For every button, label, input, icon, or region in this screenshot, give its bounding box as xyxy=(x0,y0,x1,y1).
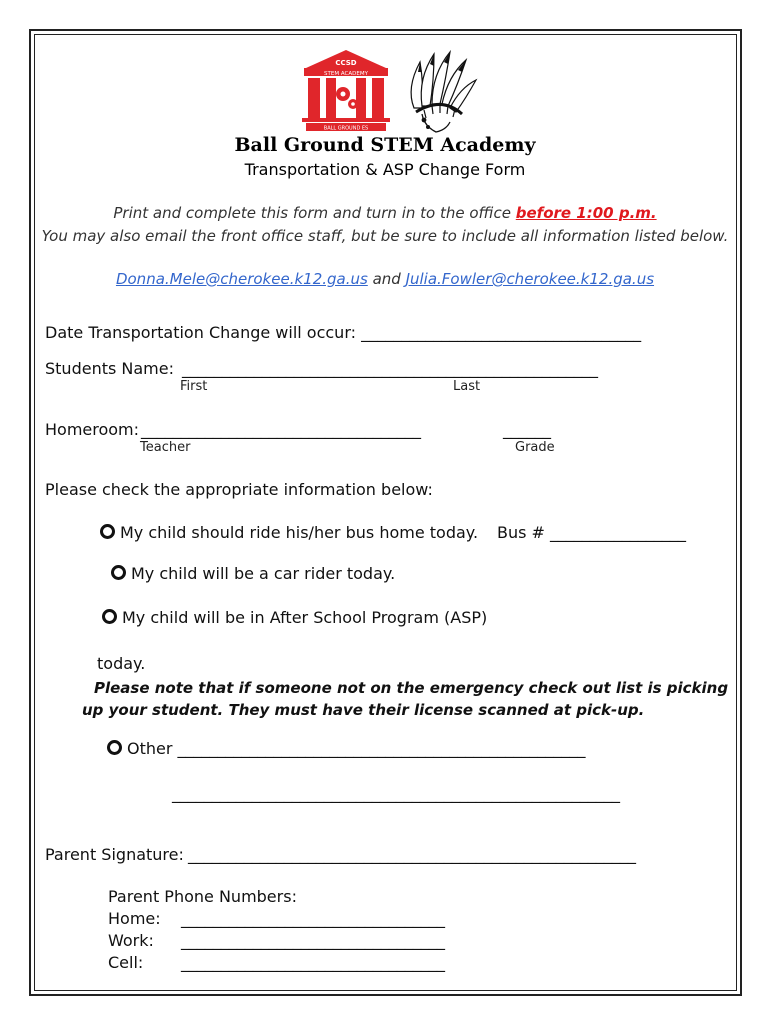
email-link-julia[interactable]: Julia.Fowler@cherokee.k12.ga.us xyxy=(405,270,655,288)
date-blank[interactable]: ___________________________________ xyxy=(361,323,642,342)
grade-blank[interactable]: ______ xyxy=(503,420,551,439)
teacher-blank[interactable]: ___________________________________ xyxy=(141,420,421,439)
other-blank-2[interactable]: ________________________________________________________ xyxy=(172,784,620,803)
instructions-line-2: You may also email the front office staff, but be sure to include all information listed below. xyxy=(41,227,729,245)
options-heading: Please check the appropriate information below: xyxy=(45,480,433,499)
other-option-label: Other xyxy=(127,739,173,758)
other-option[interactable] xyxy=(107,739,586,758)
email-line xyxy=(0,270,770,288)
instructions-line-1 xyxy=(0,204,770,222)
last-name-label: Last xyxy=(453,379,481,394)
home-phone-label: Home: xyxy=(108,909,161,928)
email-joiner: and xyxy=(367,270,406,288)
pickup-note-line-1: Please note that if someone not on the emergency check out list is picking xyxy=(94,679,729,697)
bus-number-field xyxy=(497,523,686,542)
form-title: Transportation & ASP Change Form xyxy=(244,160,526,179)
headdress-mascot-logo xyxy=(402,48,480,134)
cell-phone-label: Cell: xyxy=(108,953,144,972)
school-name-heading: Ball Ground STEM Academy xyxy=(234,134,536,156)
signature-blank[interactable]: ________________________________________________________ xyxy=(188,845,636,864)
asp-option-label: My child will be in After School Program (ASP) xyxy=(122,608,488,627)
asp-option[interactable] xyxy=(102,608,487,627)
grade-label: Grade xyxy=(515,440,555,455)
homeroom-label: Homeroom: xyxy=(45,420,140,439)
cell-phone-blank[interactable]: _________________________________ xyxy=(181,953,445,972)
asp-radio-icon[interactable] xyxy=(102,609,117,624)
crest-school-text: BALL GROUND ES xyxy=(323,125,369,132)
work-phone-label: Work: xyxy=(108,931,154,950)
other-blank-1[interactable]: ___________________________________________________ xyxy=(177,739,586,758)
first-name-label: First xyxy=(180,379,208,394)
home-phone-blank[interactable]: _________________________________ xyxy=(181,909,445,928)
car-radio-icon[interactable] xyxy=(111,565,126,580)
other-radio-icon[interactable] xyxy=(107,740,122,755)
deadline-text: before 1:00 p.m. xyxy=(515,204,657,222)
crest-academy-text: STEM ACADEMY xyxy=(324,71,368,77)
car-option-label: My child will be a car rider today. xyxy=(131,564,396,583)
asp-option-continued: today. xyxy=(97,654,146,673)
student-name-blank[interactable]: ____________________________________________________ xyxy=(182,359,598,378)
signature-label: Parent Signature: xyxy=(45,845,184,864)
student-name-label: Students Name: xyxy=(45,359,174,378)
date-field-row xyxy=(45,323,641,342)
email-link-donna[interactable]: Donna.Mele@cherokee.k12.ga.us xyxy=(115,270,368,288)
phones-heading: Parent Phone Numbers: xyxy=(108,887,297,906)
pickup-note-line-2: up your student. They must have their license scanned at pick-up. xyxy=(82,701,645,719)
bus-option-label: My child should ride his/her bus home today. xyxy=(120,523,479,542)
date-label: Date Transportation Change will occur: xyxy=(45,323,357,342)
instructions-text: Print and complete this form and turn in to the office xyxy=(113,204,516,222)
work-phone-blank[interactable]: _________________________________ xyxy=(181,931,445,950)
bus-number-blank[interactable]: _________________ xyxy=(550,523,687,542)
crest-district-text: CCSD xyxy=(335,59,357,67)
bus-option[interactable] xyxy=(100,523,478,542)
teacher-label: Teacher xyxy=(140,440,191,455)
bus-number-label: Bus # xyxy=(497,523,545,542)
car-option[interactable] xyxy=(111,564,395,583)
school-crest-logo xyxy=(300,48,392,132)
bus-radio-icon[interactable] xyxy=(100,524,115,539)
